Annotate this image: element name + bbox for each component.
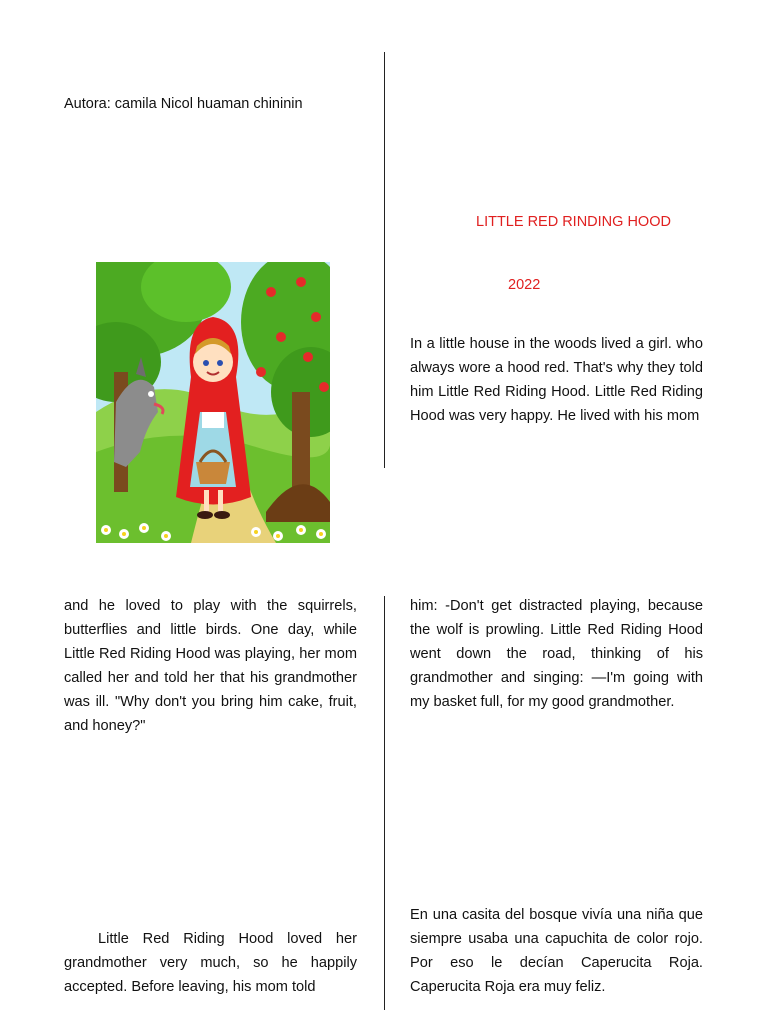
story-paragraph-3: him: -Don't get distracted playing, because the wolf is prowling. Little Red Riding Hood went down the road, thinking of his grandmother and singing: —I'm going with my basket full, for my good grandmother. — [410, 598, 703, 710]
story-year: 2022 — [508, 277, 541, 293]
story-title: LITTLE RED RINDING HOOD — [476, 214, 671, 230]
story-paragraph-4: Little Red Riding Hood loved her grandmother very much, so he happily accepted. Before leaving, his mom told — [64, 931, 357, 995]
author-credit: Autora: camila Nicol huaman chininin — [64, 96, 303, 112]
page-divider-top — [384, 52, 385, 468]
story-paragraph-2: and he loved to play with the squirrels, butterflies and little birds. One day, while Little Red Riding Hood was playing, her mom called her and told her that his grandmother was ill. "Why don't you bring him cake, fruit, and honey?" — [64, 598, 357, 734]
page-divider-bottom — [384, 596, 385, 1010]
story-paragraph-spanish: En una casita del bosque vivía una niña que siempre usaba una capuchita de color rojo. Por eso le decían Caperucita Roja. Caperucita Roja era muy feliz. — [410, 907, 703, 995]
story-paragraph-1: In a little house in the woods lived a girl. who always wore a hood red. That's why they told him Little Red Riding Hood. Little Red Riding Hood was very happy. He lived with his mom — [410, 336, 703, 424]
red-riding-hood-illustration — [96, 262, 330, 543]
